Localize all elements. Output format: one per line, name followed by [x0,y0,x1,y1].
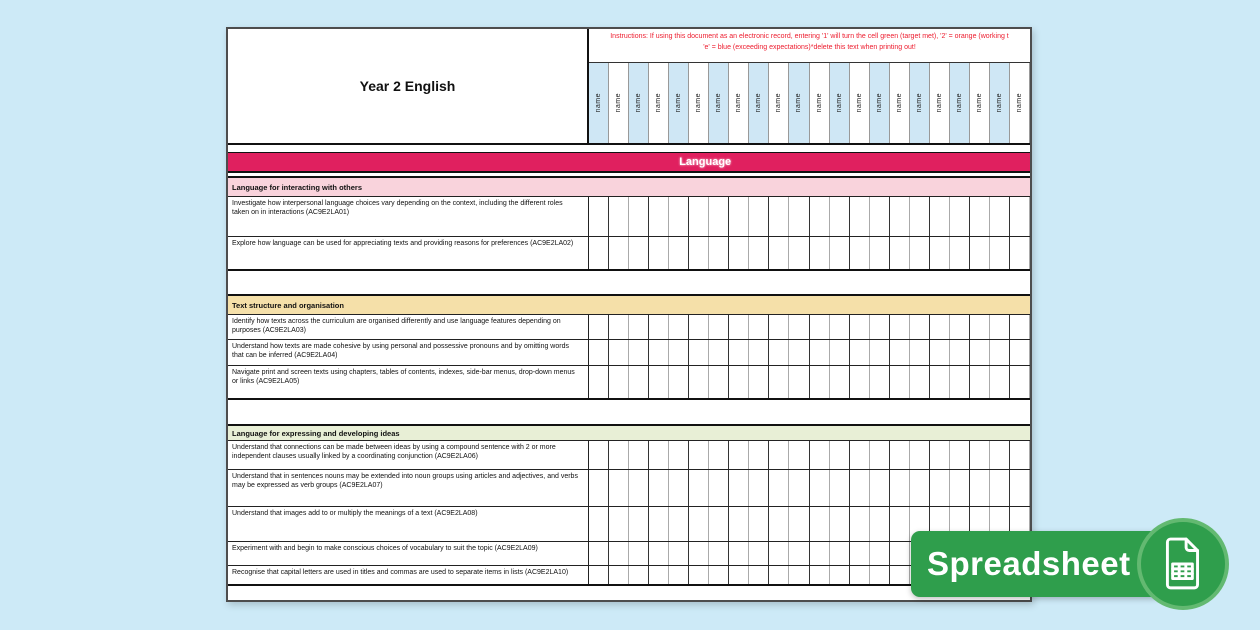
section [228,424,1030,586]
mark-cell[interactable] [830,197,850,236]
mark-cell[interactable] [789,197,809,236]
mark-cell[interactable] [950,470,970,506]
mark-cell[interactable] [830,366,850,398]
mark-cell[interactable] [930,340,950,365]
criterion-text: Investigate how interpersonal language choices vary depending on the context, including the different roles taken on in interactions (AC9E2LA01) [228,197,589,236]
mark-cell[interactable] [669,470,689,506]
mark-cell[interactable] [990,197,1010,236]
mark-cell[interactable] [970,470,990,506]
mark-cell[interactable] [810,542,830,565]
mark-cell[interactable] [970,441,990,469]
name-column-label: name [695,93,703,113]
mark-cell[interactable] [830,542,850,565]
mark-cell[interactable] [970,197,990,236]
name-column-header[interactable] [870,63,890,143]
mark-cell[interactable] [589,507,609,541]
mark-cell[interactable] [629,340,649,365]
mark-cell[interactable] [729,197,749,236]
mark-cell[interactable] [749,542,769,565]
mark-cell[interactable] [609,441,629,469]
mark-cell[interactable] [890,566,910,584]
name-column-label: name [675,93,683,113]
mark-cell[interactable] [970,315,990,339]
mark-cell[interactable] [890,470,910,506]
name-column-header[interactable] [689,63,709,143]
mark-cell[interactable] [970,366,990,398]
mark-cell[interactable] [950,366,970,398]
mark-cell[interactable] [970,340,990,365]
mark-cell[interactable] [830,507,850,541]
name-column-header[interactable] [890,63,910,143]
mark-cell[interactable] [910,237,930,269]
mark-cell-grid [589,197,1030,236]
mark-cell[interactable] [749,340,769,365]
mark-cell[interactable] [810,507,830,541]
mark-cell[interactable] [649,507,669,541]
section-title: Text structure and organisation [232,300,344,310]
section-gap [228,271,1030,294]
criterion-row [228,441,1030,470]
name-column-header[interactable] [709,63,729,143]
instructions-line-1: Instructions: If using this document as an electronic record, entering '1' will turn the cell green (target met), '2' = orange (working t [610,33,1009,40]
mark-cell[interactable] [890,237,910,269]
name-column-label: name [915,93,923,113]
mark-cell[interactable] [689,237,709,269]
name-column-header[interactable] [789,63,809,143]
mark-cell[interactable] [990,441,1010,469]
mark-cell[interactable] [910,366,930,398]
mark-cell[interactable] [609,507,629,541]
mark-cell[interactable] [589,237,609,269]
mark-cell[interactable] [589,366,609,398]
name-column-label: name [855,93,863,113]
name-column-header[interactable] [669,63,689,143]
mark-cell[interactable] [870,340,890,365]
mark-cell[interactable] [850,366,870,398]
spreadsheet-page [226,27,1032,602]
mark-cell[interactable] [709,315,729,339]
mark-cell[interactable] [589,340,609,365]
mark-cell[interactable] [689,470,709,506]
mark-cell[interactable] [729,441,749,469]
mark-cell[interactable] [709,441,729,469]
mark-cell[interactable] [930,470,950,506]
mark-cell[interactable] [810,470,830,506]
mark-cell[interactable] [729,366,749,398]
header-block [228,29,1030,145]
mark-cell[interactable] [749,566,769,584]
mark-cell[interactable] [890,507,910,541]
mark-cell[interactable] [910,315,930,339]
mark-cell-grid [589,237,1030,269]
mark-cell[interactable] [709,340,729,365]
mark-cell[interactable] [990,470,1010,506]
mark-cell[interactable] [1010,340,1030,365]
mark-cell[interactable] [810,315,830,339]
mark-cell[interactable] [729,315,749,339]
criterion-text: Recognise that capital letters are used in titles and commas are used to separate items in lists (AC9E2LA10) [228,566,589,584]
criterion-row [228,315,1030,340]
mark-cell[interactable] [669,441,689,469]
mark-cell[interactable] [769,542,789,565]
mark-cell[interactable] [870,237,890,269]
name-column-label: name [975,93,983,113]
mark-cell[interactable] [609,542,629,565]
mark-cell[interactable] [830,315,850,339]
mark-cell[interactable] [729,507,749,541]
mark-cell[interactable] [709,542,729,565]
mark-cell[interactable] [789,470,809,506]
mark-cell[interactable] [769,507,789,541]
mark-cell[interactable] [970,237,990,269]
mark-cell[interactable] [729,542,749,565]
section-gap [228,400,1030,424]
mark-cell[interactable] [1010,315,1030,339]
mark-cell[interactable] [850,340,870,365]
criterion-row [228,340,1030,366]
sections [228,176,1030,586]
name-column-label: name [815,93,823,113]
mark-cell[interactable] [689,566,709,584]
mark-cell[interactable] [950,340,970,365]
mark-cell[interactable] [890,340,910,365]
mark-cell[interactable] [930,237,950,269]
name-header-row [589,63,1030,143]
name-column-label: name [755,93,763,113]
mark-cell[interactable] [669,237,689,269]
mark-cell[interactable] [890,366,910,398]
mark-cell[interactable] [810,441,830,469]
mark-cell[interactable] [649,542,669,565]
mark-cell[interactable] [890,197,910,236]
name-column-header[interactable] [930,63,950,143]
mark-cell[interactable] [689,507,709,541]
section-title: Language for expressing and developing ideas [232,428,400,438]
criterion-text: Explore how language can be used for appreciating texts and providing reasons for preferences (AC9E2LA02) [228,237,589,269]
mark-cell[interactable] [769,315,789,339]
mark-cell[interactable] [709,197,729,236]
mark-cell[interactable] [649,197,669,236]
mark-cell[interactable] [890,542,910,565]
mark-cell[interactable] [609,366,629,398]
mark-cell[interactable] [950,315,970,339]
mark-cell[interactable] [789,566,809,584]
name-column-header[interactable] [910,63,930,143]
mark-cell[interactable] [689,340,709,365]
mark-cell[interactable] [910,197,930,236]
language-band [228,152,1030,173]
criterion-row [228,237,1030,269]
mark-cell[interactable] [870,441,890,469]
mark-cell-grid [589,315,1030,339]
mark-cell[interactable] [810,197,830,236]
mark-cell[interactable] [850,507,870,541]
name-column-header[interactable] [950,63,970,143]
name-column-label: name [595,93,603,113]
mark-cell[interactable] [709,366,729,398]
mark-cell[interactable] [589,542,609,565]
mark-cell[interactable] [950,441,970,469]
mark-cell[interactable] [870,566,890,584]
name-column-label: name [875,93,883,113]
mark-cell[interactable] [850,542,870,565]
criterion-row [228,542,1030,566]
mark-cell[interactable] [990,340,1010,365]
mark-cell[interactable] [629,566,649,584]
name-column-label: name [615,93,623,113]
mark-cell[interactable] [789,366,809,398]
name-column-label: name [775,93,783,113]
mark-cell[interactable] [810,237,830,269]
criterion-text: Identify how texts across the curriculum are organised differently and use language features depending on purposes (AC9E2LA03) [228,315,589,339]
name-column-label: name [935,93,943,113]
mark-cell[interactable] [649,366,669,398]
mark-cell[interactable] [729,237,749,269]
mark-cell[interactable] [850,566,870,584]
mark-cell[interactable] [850,237,870,269]
mark-cell[interactable] [629,507,649,541]
mark-cell[interactable] [930,441,950,469]
spreadsheet-badge-circle [1137,518,1229,610]
name-column-label: name [715,93,723,113]
mark-cell[interactable] [689,366,709,398]
mark-cell[interactable] [609,197,629,236]
mark-cell[interactable] [870,507,890,541]
name-column-label: name [995,93,1003,113]
mark-cell[interactable] [689,542,709,565]
mark-cell[interactable] [870,197,890,236]
mark-cell[interactable] [870,315,890,339]
spreadsheet-badge-label: Spreadsheet [927,545,1131,582]
mark-cell[interactable] [910,340,930,365]
mark-cell[interactable] [830,566,850,584]
criterion-row [228,366,1030,398]
mark-cell[interactable] [789,340,809,365]
mark-cell[interactable] [629,315,649,339]
mark-cell[interactable] [789,542,809,565]
mark-cell[interactable] [870,470,890,506]
name-column-header[interactable] [810,63,830,143]
section [228,176,1030,271]
criterion-row [228,566,1030,584]
mark-cell[interactable] [749,315,769,339]
mark-cell-grid [589,340,1030,365]
mark-cell[interactable] [910,470,930,506]
name-column-label: name [1016,93,1023,113]
mark-cell[interactable] [649,340,669,365]
mark-cell[interactable] [749,507,769,541]
mark-cell[interactable] [830,441,850,469]
mark-cell[interactable] [789,315,809,339]
mark-cell[interactable] [629,237,649,269]
mark-cell[interactable] [649,237,669,269]
mark-cell[interactable] [589,315,609,339]
mark-cell[interactable] [669,197,689,236]
mark-cell[interactable] [1010,441,1030,469]
mark-cell[interactable] [789,441,809,469]
mark-cell[interactable] [629,441,649,469]
criterion-row [228,197,1030,237]
mark-cell[interactable] [850,315,870,339]
name-column-label: name [895,93,903,113]
spreadsheet-badge [911,531,1163,597]
mark-cell[interactable] [930,366,950,398]
mark-cell[interactable] [609,340,629,365]
name-column-label: name [795,93,803,113]
spreadsheet-document-icon [1162,537,1204,591]
mark-cell[interactable] [749,366,769,398]
instructions-text [589,29,1030,63]
name-column-header[interactable] [769,63,789,143]
mark-cell[interactable] [1010,470,1030,506]
mark-cell[interactable] [990,366,1010,398]
mark-cell[interactable] [629,470,649,506]
mark-cell[interactable] [709,470,729,506]
name-column-header[interactable] [830,63,850,143]
section-header [228,294,1030,315]
mark-cell[interactable] [669,542,689,565]
instructions-line-2: 'e' = blue (exceeding expectations)*delete this text when printing out! [703,43,916,51]
mark-cell[interactable] [669,566,689,584]
name-column-label: name [655,93,663,113]
name-column-label: name [955,93,963,113]
name-column-header[interactable] [609,63,629,143]
mark-cell[interactable] [930,315,950,339]
mark-cell[interactable] [709,237,729,269]
page-title: Year 2 English [228,29,589,143]
name-column-header[interactable] [970,63,990,143]
mark-cell[interactable] [990,315,1010,339]
mark-cell-grid [589,366,1030,398]
mark-cell[interactable] [649,315,669,339]
name-column-header[interactable] [749,63,769,143]
mark-cell[interactable] [689,441,709,469]
mark-cell-grid [589,470,1030,506]
mark-cell[interactable] [1010,366,1030,398]
mark-cell[interactable] [830,340,850,365]
criterion-text: Experiment with and begin to make conscious choices of vocabulary to suit the topic (AC9E2LA09) [228,542,589,565]
mark-cell[interactable] [629,366,649,398]
mark-cell[interactable] [870,542,890,565]
mark-cell[interactable] [749,441,769,469]
mark-cell[interactable] [729,470,749,506]
mark-cell[interactable] [589,197,609,236]
mark-cell[interactable] [769,441,789,469]
mark-cell[interactable] [689,315,709,339]
mark-cell[interactable] [749,470,769,506]
name-column-label: name [835,93,843,113]
mark-cell[interactable] [729,566,749,584]
mark-cell[interactable] [609,315,629,339]
mark-cell[interactable] [749,237,769,269]
mark-cell[interactable] [769,340,789,365]
mark-cell[interactable] [890,315,910,339]
criterion-text: Understand that connections can be made between ideas by using a compound sentence with 2 or more independent clauses usually linked by a coordinating conjunction (AC9E2LA06) [228,441,589,469]
criterion-text: Navigate print and screen texts using chapters, tables of contents, indexes, side-bar menus, drop-down menus or links (AC9E2LA05) [228,366,589,398]
section-header [228,424,1030,441]
mark-cell[interactable] [850,441,870,469]
mark-cell[interactable] [830,237,850,269]
mark-cell[interactable] [669,340,689,365]
mark-cell[interactable] [769,470,789,506]
mark-cell[interactable] [649,566,669,584]
mark-cell[interactable] [749,197,769,236]
mark-cell[interactable] [810,366,830,398]
mark-cell[interactable] [589,441,609,469]
mark-cell-grid [589,441,1030,469]
mark-cell[interactable] [669,507,689,541]
mark-cell[interactable] [669,315,689,339]
header-right [589,29,1030,143]
criterion-text: Understand how texts are made cohesive by using personal and possessive pronouns and by omitting words that can be inferred (AC9E2LA04) [228,340,589,365]
mark-cell[interactable] [789,507,809,541]
name-column-header[interactable] [649,63,669,143]
section-title: Language for interacting with others [232,182,363,192]
mark-cell[interactable] [709,507,729,541]
mark-cell[interactable] [709,566,729,584]
mark-cell[interactable] [649,441,669,469]
mark-cell[interactable] [950,237,970,269]
mark-cell[interactable] [769,237,789,269]
name-column-header[interactable] [729,63,749,143]
mark-cell[interactable] [769,366,789,398]
mark-cell[interactable] [729,340,749,365]
criterion-text: Understand that images add to or multiply the meanings of a text (AC9E2LA08) [228,507,589,541]
mark-cell[interactable] [769,197,789,236]
mark-cell[interactable] [810,340,830,365]
mark-cell[interactable] [850,197,870,236]
language-band-title: Language [679,156,732,168]
mark-cell[interactable] [609,237,629,269]
criterion-text: Understand that in sentences nouns may be extended into noun groups using articles and adjectives, and verbs may be expressed as verb groups (AC9E2LA07) [228,470,589,506]
mark-cell[interactable] [689,197,709,236]
name-column-header[interactable] [850,63,870,143]
section [228,294,1030,400]
mark-cell[interactable] [1010,197,1030,236]
mark-cell[interactable] [830,470,850,506]
name-column-header[interactable] [1010,63,1030,143]
mark-cell[interactable] [930,197,950,236]
section-header [228,176,1030,197]
criterion-row [228,507,1030,542]
mark-cell[interactable] [789,237,809,269]
mark-cell[interactable] [870,366,890,398]
mark-cell[interactable] [589,566,609,584]
mark-cell[interactable] [589,470,609,506]
mark-cell[interactable] [950,197,970,236]
mark-cell[interactable] [609,470,629,506]
mark-cell[interactable] [990,237,1010,269]
mark-cell[interactable] [649,470,669,506]
name-column-header[interactable] [589,63,609,143]
criterion-row [228,470,1030,507]
mark-cell[interactable] [629,197,649,236]
name-column-header[interactable] [629,63,649,143]
name-column-header[interactable] [990,63,1010,143]
mark-cell[interactable] [669,366,689,398]
name-column-label: name [635,93,643,113]
name-column-label: name [735,93,743,113]
mark-cell[interactable] [609,566,629,584]
mark-cell[interactable] [910,441,930,469]
mark-cell[interactable] [769,566,789,584]
mark-cell[interactable] [629,542,649,565]
mark-cell[interactable] [890,441,910,469]
mark-cell[interactable] [850,470,870,506]
mark-cell[interactable] [810,566,830,584]
mark-cell[interactable] [1010,237,1030,269]
